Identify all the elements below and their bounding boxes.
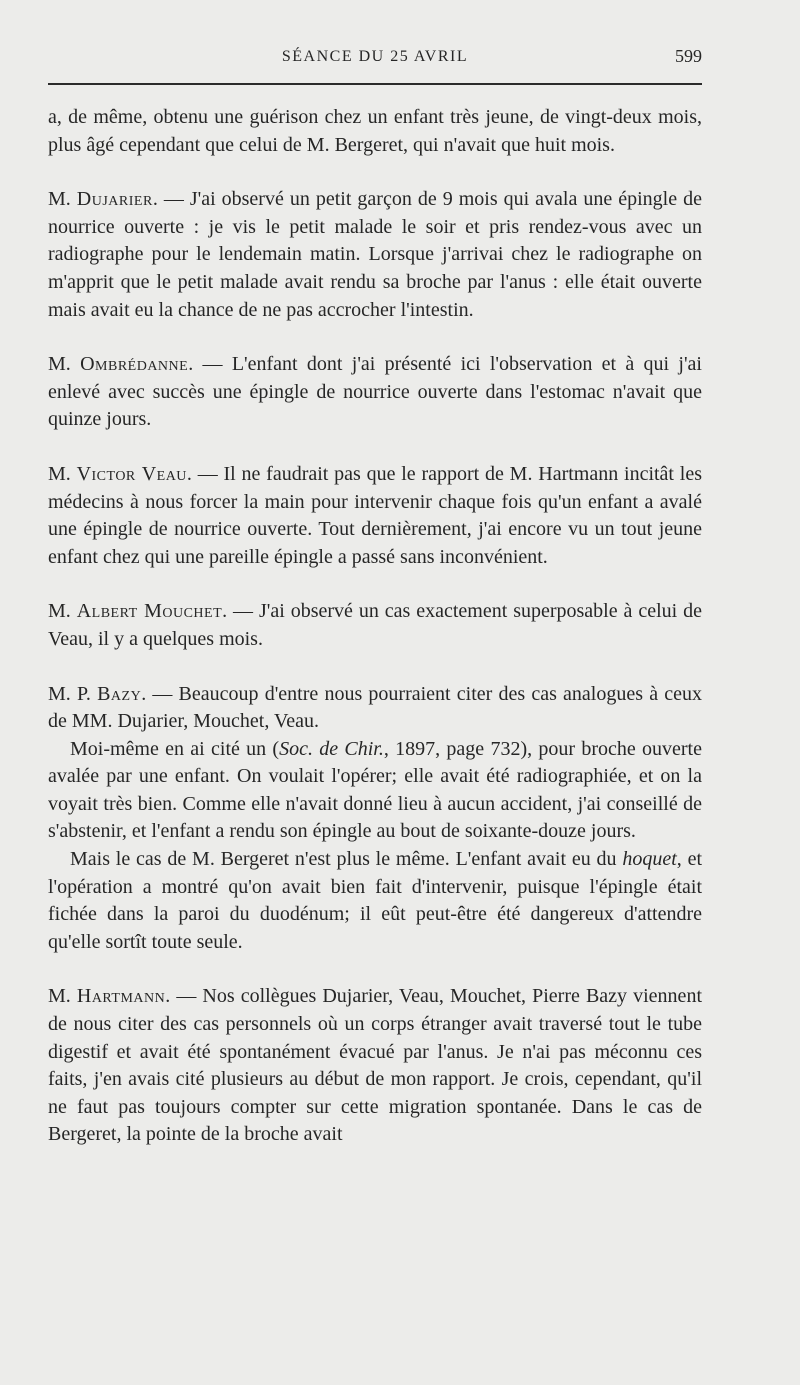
speaker-name: Hartmann <box>76 985 166 1008</box>
paragraph-hartmann: M. Hartmann. — Nos collègues Dujarier, Veau, Mouchet, Pierre Bazy viennent de nous citer des cas personnels où un corps étranger avait traversé tout le tube digestif et avait été spontanément évacué par l'anus. Je n'ai pas méconnu ces faits, j'en avais cité plusieurs au début de mon rapport. Je crois, cependant, qu'il ne faut pas toujours compter sur cette migration spontanée. Dans le cas de Bergeret, la pointe de la broche avait <box>48 985 702 1146</box>
paragraph-mouchet: M. Albert Mouchet. — J'ai observé un cas exactement superposable à celui de Veau, il y a quelques mois. <box>48 600 702 650</box>
body-text <box>48 104 702 1149</box>
paragraph-bazy-2: Moi-même en ai cité un (Soc. de Chir., 1897, page 732), pour broche ouverte avalée par une enfant. On voulait l'opérer; elle avait été radiographiée, et on la voyait très bien. Comme elle n'avait donné lieu à aucun accident, j'ai conseillé de s'abstenir, et l'enfant a rendu son épingle au bout de soixante-douze jours. <box>48 737 702 843</box>
speaker-name: Albert Mouchet <box>76 600 223 623</box>
speaker-name: Victor Veau <box>76 462 187 485</box>
header-rule <box>48 83 702 85</box>
paragraph-dujarier: M. Dujarier. — J'ai observé un petit garçon de 9 mois qui avala une épingle de nourrice ouverte : je vis le petit malade le soir et pris rendez-vous avec un radiographe pour le lendemain matin. Lorsque j'arrivai chez le radiographe on m'apprit que le petit malade avait rendu sa broche par l'anus : elle était ouverte mais avait eu la chance de ne pas accrocher l'intestin. <box>48 188 702 321</box>
paragraph-continuation: a, de même, obtenu une guérison chez un enfant très jeune, de vingt-deux mois, plus âgé cependant que celui de M. Bergeret, qui n'avait que huit mois. <box>48 106 702 156</box>
document-page <box>48 36 702 1146</box>
speaker-name: Ombrédanne <box>80 353 189 376</box>
paragraph-bazy: M. P. Bazy. — Beaucoup d'entre nous pourraient citer des cas analogues à ceux de MM. Dujarier, Mouchet, Veau. <box>48 682 702 733</box>
header-title: SÉANCE DU 25 AVRIL <box>281 48 469 65</box>
page-number: 599 <box>675 46 702 66</box>
paragraph-bazy-3: Mais le cas de M. Bergeret n'est plus le même. L'enfant avait eu du hoquet, et l'opération a montré qu'on avait bien fait d'intervenir, puisque l'épingle était fichée dans la paroi du duodénum; il eût peut-être été dangereux d'attendre qu'elle sortît toute seule. <box>48 848 702 953</box>
speaker-name: Bazy <box>97 682 142 705</box>
paragraph-ombredanne: M. Ombrédanne. — L'enfant dont j'ai présenté ici l'observation et à qui j'ai enlevé avec succès une épingle de nourrice ouverte dans l'estomac n'avait que quinze jours. <box>48 353 702 431</box>
speaker-name: Dujarier <box>76 188 153 211</box>
running-header <box>48 36 702 80</box>
paragraph-veau: M. Victor Veau. — Il ne faudrait pas que le rapport de M. Hartmann incitât les médecins à nous forcer la main pour intervenir chaque fois qu'un enfant a avalé une épingle de nourrice ouverte. Tout dernièrement, j'ai encore vu un tout jeune enfant chez qui une pareille épingle a passé sans inconvénient. <box>48 462 702 568</box>
